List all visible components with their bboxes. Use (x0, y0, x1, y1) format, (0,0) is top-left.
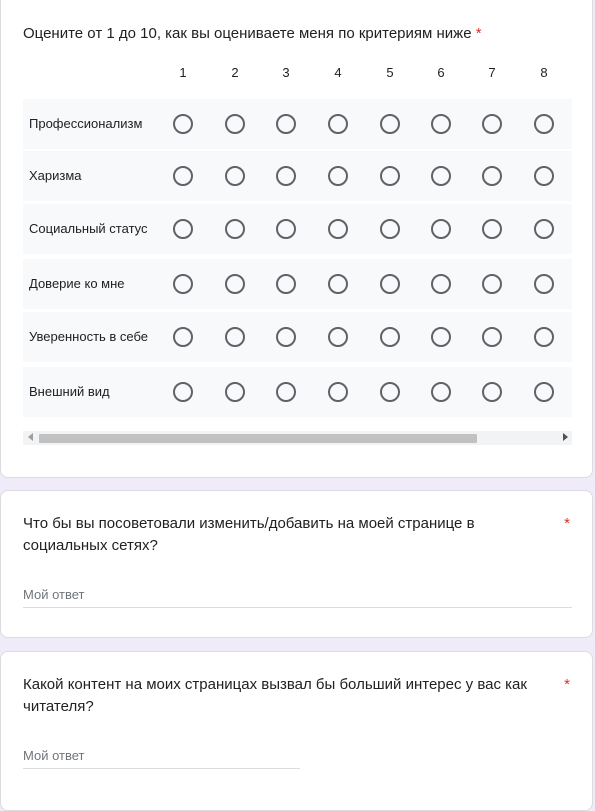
answer-input[interactable]: Мой ответ (23, 748, 300, 769)
question-title: Какой контент на моих страницах вызвал бы больший интерес у вас как читателя? (23, 676, 527, 715)
radio-button[interactable] (482, 219, 502, 239)
radio-button[interactable] (328, 114, 348, 134)
radio-button[interactable] (380, 114, 400, 134)
radio-button[interactable] (534, 114, 554, 134)
required-asterisk: * (564, 515, 570, 532)
radio-button[interactable] (276, 219, 296, 239)
question-title-text: Оцените от 1 до 10, как вы оцениваете меня по критериям ниже (23, 25, 472, 42)
radio-button[interactable] (173, 327, 193, 347)
radio-button[interactable] (328, 382, 348, 402)
question-card-advice (0, 490, 593, 638)
radio-button[interactable] (328, 166, 348, 186)
radio-button[interactable] (225, 274, 245, 294)
row-label: Социальный статус (29, 221, 148, 236)
radio-button[interactable] (328, 219, 348, 239)
row-label: Харизма (29, 168, 82, 183)
question-title (23, 23, 482, 45)
scroll-right-arrow-icon[interactable] (563, 433, 568, 441)
radio-button[interactable] (380, 382, 400, 402)
required-asterisk: * (564, 676, 570, 693)
radio-button[interactable] (173, 114, 193, 134)
radio-button[interactable] (380, 166, 400, 186)
horizontal-scrollbar[interactable] (23, 431, 572, 445)
grid-row (23, 99, 572, 149)
radio-button[interactable] (534, 274, 554, 294)
column-header-2: 2 (231, 65, 239, 80)
radio-button[interactable] (482, 327, 502, 347)
required-asterisk: * (475, 25, 482, 42)
radio-button[interactable] (276, 166, 296, 186)
scrollbar-thumb[interactable] (39, 434, 477, 443)
column-header-4: 4 (334, 65, 342, 80)
radio-button[interactable] (225, 114, 245, 134)
radio-button[interactable] (534, 219, 554, 239)
radio-button[interactable] (431, 327, 451, 347)
question-card-content (0, 651, 593, 811)
radio-button[interactable] (431, 114, 451, 134)
column-header-5: 5 (386, 65, 394, 80)
scroll-left-arrow-icon[interactable] (28, 433, 33, 441)
radio-button[interactable] (173, 382, 193, 402)
radio-button[interactable] (276, 274, 296, 294)
column-header-3: 3 (282, 65, 290, 80)
radio-button[interactable] (328, 274, 348, 294)
grid-row (23, 259, 572, 309)
radio-button[interactable] (431, 166, 451, 186)
radio-button[interactable] (482, 382, 502, 402)
radio-button[interactable] (328, 327, 348, 347)
radio-button[interactable] (380, 219, 400, 239)
column-header-8: 8 (540, 65, 548, 80)
radio-button[interactable] (225, 327, 245, 347)
radio-button[interactable] (534, 166, 554, 186)
column-header-1: 1 (179, 65, 187, 80)
radio-button[interactable] (173, 166, 193, 186)
radio-button[interactable] (173, 274, 193, 294)
grid-row (23, 151, 572, 201)
radio-button[interactable] (380, 274, 400, 294)
radio-button[interactable] (534, 382, 554, 402)
answer-input[interactable]: Мой ответ (23, 587, 572, 608)
radio-button[interactable] (431, 219, 451, 239)
radio-button[interactable] (225, 166, 245, 186)
grid-row (23, 367, 572, 417)
radio-button[interactable] (431, 274, 451, 294)
grid-row (23, 312, 572, 362)
grid-row (23, 204, 572, 254)
radio-button[interactable] (173, 219, 193, 239)
radio-button[interactable] (482, 166, 502, 186)
row-label: Внешний вид (29, 384, 110, 399)
radio-button[interactable] (276, 327, 296, 347)
radio-button[interactable] (225, 219, 245, 239)
radio-button[interactable] (482, 274, 502, 294)
row-label: Профессионализм (29, 116, 143, 131)
question-title: Что бы вы посоветовали изменить/добавить на моей странице в социальных сетях? (23, 515, 475, 554)
radio-button[interactable] (534, 327, 554, 347)
row-label: Уверенность в себе (29, 329, 149, 344)
radio-button[interactable] (276, 114, 296, 134)
column-header-7: 7 (488, 65, 496, 80)
radio-button[interactable] (482, 114, 502, 134)
column-header-6: 6 (437, 65, 445, 80)
radio-button[interactable] (276, 382, 296, 402)
radio-button[interactable] (380, 327, 400, 347)
row-label: Доверие ко мне (29, 276, 125, 291)
radio-button[interactable] (431, 382, 451, 402)
radio-button[interactable] (225, 382, 245, 402)
